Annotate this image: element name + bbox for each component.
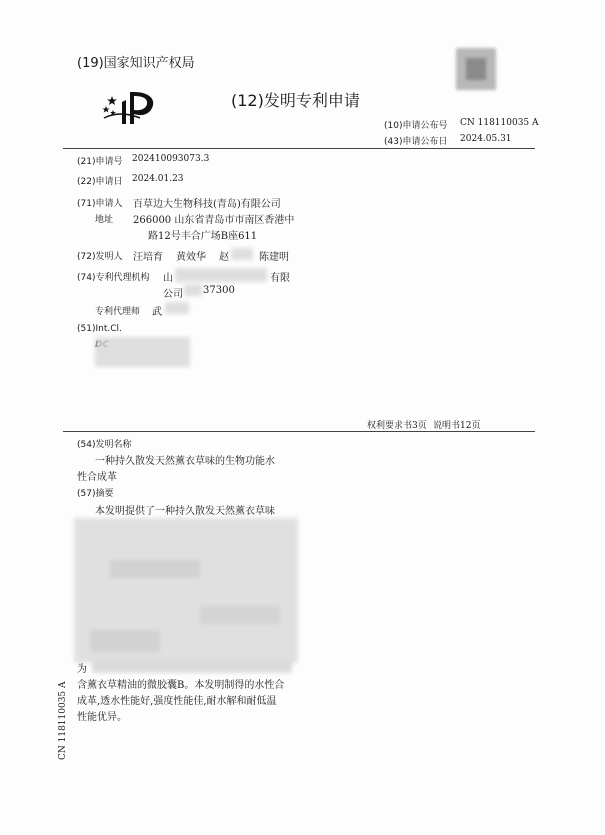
cnipa-logo-icon [100, 88, 158, 128]
abstract-tail-line3: 成革,透水性能好,强度性能佳,耐水解和耐低温 [77, 696, 277, 707]
redacted-agency [175, 268, 267, 282]
title-label: (54)发明名称 [77, 440, 132, 450]
applicant-label: (71)申请人 [77, 199, 123, 209]
agency-label: (74)专利代理机构 [77, 273, 150, 283]
description-pages: 说明书12页 [433, 421, 481, 431]
abstract-tail-line1-start: 为 [77, 664, 87, 675]
header-divider [63, 148, 535, 149]
inventor-3: 赵 [219, 252, 229, 263]
agency-start: 山 [163, 273, 173, 284]
agency-end: 有限 [270, 273, 290, 284]
abstract-tail-line2: 含薰衣草精油的微胶囊B。本发明制得的水性合 [77, 680, 285, 691]
address-label: 地址 [95, 215, 114, 225]
abstract-first-line: 本发明提供了一种持久散发天然薰衣草味 [95, 506, 275, 517]
invention-title-line2: 性合成革 [77, 472, 117, 483]
document-type: (12)发明专利申请 [231, 91, 360, 110]
pub-no: CN 118110035 A [460, 118, 539, 128]
redacted-intcl [95, 337, 190, 367]
office-name: (19)国家知识产权局 [77, 56, 195, 71]
side-publication-number: CN 118110035 A [58, 681, 68, 760]
pub-date: 2024.05.31 [460, 134, 512, 144]
redacted-inventor [231, 248, 253, 260]
abstract-divider [63, 431, 535, 432]
invention-title-line1: 一种持久散发天然薰衣草味的生物功能水 [95, 456, 275, 467]
app-date: 2024.01.23 [132, 174, 184, 184]
redacted-code-core [466, 58, 486, 80]
agent: 武 [152, 307, 162, 318]
inventor-2: 黄效华 [176, 252, 206, 263]
redacted-abstract-patch-2 [200, 605, 280, 625]
intcl-label: (51)Int.Cl. [77, 324, 122, 334]
inventor-4: 陈建明 [259, 252, 289, 263]
redacted-abstract-patch-3 [90, 630, 160, 652]
redacted-abstract-patch-1 [110, 560, 200, 578]
app-no: 202410093073.3 [132, 154, 210, 164]
agent-label: 专利代理师 [95, 307, 141, 317]
abstract-tail-line4: 性能优异。 [77, 712, 127, 723]
pub-no-label: (10)申请公布号 [384, 121, 448, 131]
redacted-abstract-patch-4 [92, 660, 292, 673]
abstract-label: (57)摘要 [77, 489, 114, 499]
agency-code: 37300 [203, 285, 235, 296]
app-date-label: (22)申请日 [77, 177, 123, 187]
inventors-label: (72)发明人 [77, 252, 123, 262]
address-line1: 266000 山东省青岛市市南区香港中 [133, 215, 295, 226]
app-no-label: (21)申请号 [77, 157, 123, 167]
redacted-agency-line2 [184, 284, 202, 296]
redacted-agent [165, 302, 189, 314]
address-line2: 路12号丰合广场B座611 [148, 231, 258, 242]
applicant: 百草边大生物科技(青岛)有限公司 [133, 199, 281, 210]
pub-date-label: (43)申请公布日 [384, 137, 448, 147]
agency-line2-start: 公司 [163, 289, 183, 300]
claims-pages: 权利要求书3页 [367, 421, 427, 431]
inventor-1: 汪培育 [133, 252, 163, 263]
